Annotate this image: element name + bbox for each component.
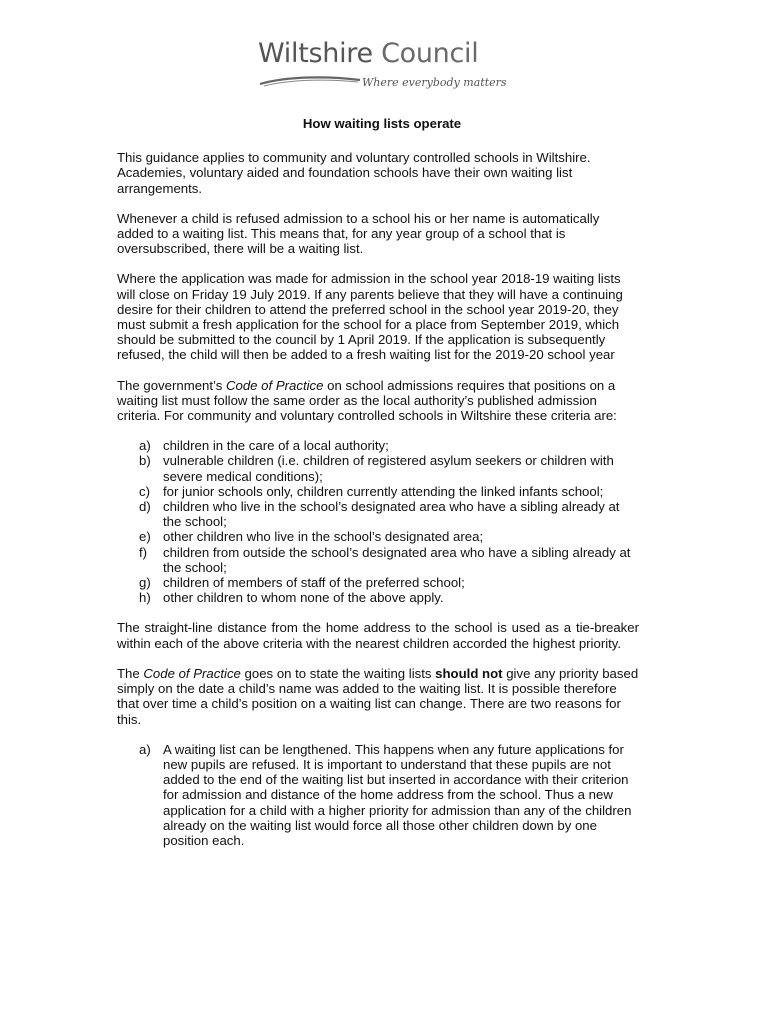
- priority-post: give any priority based simply on the date a child’s name was added to the waiting list. It is possible therefore that over time a child’s position on a waiting list can change. There are two reasons for this.: [117, 665, 639, 727]
- list-item-text: children from outside the school’s designated area who have a sibling already at the school;: [163, 544, 631, 575]
- logo-title: [258, 38, 478, 70]
- list-item-marker: a): [139, 438, 151, 454]
- list-item-text: A waiting list can be lengthened. This happens when any future applications for new pupils are refused. It is important to understand that these pupils are not added to the end of the waiting list but inserted in accordance with their criterion for admission and distance of the home address from the school. Thus a new application for a child with a higher priority for admission than any of the children already on the waiting list would force all those other children down by one position each.: [163, 741, 632, 848]
- list-item-marker: a): [139, 741, 151, 757]
- list-item-marker: b): [139, 453, 151, 469]
- priority-bold: should not: [435, 665, 503, 681]
- list-item-marker: h): [139, 590, 151, 606]
- list-item: [117, 590, 639, 605]
- list-item: [117, 499, 639, 529]
- list-item-marker: d): [139, 499, 151, 515]
- reasons-list: [117, 742, 639, 848]
- list-item-text: other children to whom none of the above apply.: [163, 590, 444, 606]
- priority-italic: Code of Practice: [143, 665, 241, 681]
- list-item-text: vulnerable children (i.e. children of registered asylum seekers or children with severe medical conditions);: [163, 453, 614, 484]
- code-of-practice-paragraph: [117, 378, 639, 424]
- list-item: [117, 575, 639, 590]
- list-item-text: other children who live in the school’s designated area;: [163, 529, 484, 545]
- tie-breaker-paragraph: The straight-line distance from the home address to the school is used as a tie-breaker within each of the above criteria with the nearest children accorded the highest priority.: [117, 620, 639, 651]
- list-item-text: for junior schools only, children currently attending the linked infants school;: [163, 483, 604, 499]
- page-title: How waiting lists operate: [302, 116, 462, 131]
- logo-title-part1: Wiltshire: [258, 38, 373, 69]
- code-of-practice-post: on school admissions requires that positions on a waiting list must follow the same order as the local authority’s published admission criteria. For community and voluntary controlled schools in Wiltshire these criteria are:: [117, 377, 617, 424]
- closing-date-paragraph: Where the application was made for admission in the school year 2018-19 waiting lists will close on Friday 19 July 2019. If any parents believe that they will have a continuing desire for their children to attend the preferred school in the school year 2019-20, they must submit a fresh application for the school for a place from September 2019, which should be submitted to the council by 1 April 2019. If the application is subsequently refused, the child will then be added to a fresh waiting list for the 2019-20 school year: [117, 271, 623, 363]
- priority-mid: goes on to state the waiting lists: [240, 665, 436, 681]
- list-item: [117, 742, 639, 848]
- list-item-text: children of members of staff of the preferred school;: [163, 575, 465, 591]
- list-item-marker: c): [139, 483, 150, 499]
- priority-pre: The: [117, 665, 144, 681]
- list-item-marker: f): [139, 544, 148, 560]
- document-body: [117, 116, 639, 863]
- list-item-text: children in the care of a local authority;: [163, 438, 389, 454]
- refusal-paragraph: Whenever a child is refused admission to a school his or her name is automatically added to a waiting list. This means that, for any year group of a school that is oversubscribed, there will be a waiting list.: [117, 210, 600, 257]
- code-of-practice-italic: Code of Practice: [225, 377, 324, 393]
- code-of-practice-pre: The government’s: [117, 377, 226, 393]
- intro-paragraph: This guidance applies to community and voluntary controlled schools in Wiltshire. Academies, voluntary aided and foundation schools have their own waiting list arrangements.: [117, 150, 591, 196]
- list-item: [117, 453, 639, 483]
- list-item: [117, 438, 639, 453]
- logo-swoosh-icon: [258, 72, 362, 88]
- list-item-text: children who live in the school’s designated area who have a sibling already at the school;: [163, 499, 620, 530]
- list-item-marker: g): [139, 575, 151, 591]
- list-item: [117, 484, 639, 499]
- logo-title-part2: Council: [381, 38, 479, 69]
- logo-tagline: Where everybody matters: [362, 76, 507, 89]
- wiltshire-council-logo: [258, 38, 507, 98]
- criteria-list: [117, 438, 639, 605]
- list-item: [117, 545, 639, 575]
- list-item-marker: e): [139, 529, 151, 545]
- priority-paragraph: [117, 666, 639, 727]
- list-item: [117, 529, 639, 544]
